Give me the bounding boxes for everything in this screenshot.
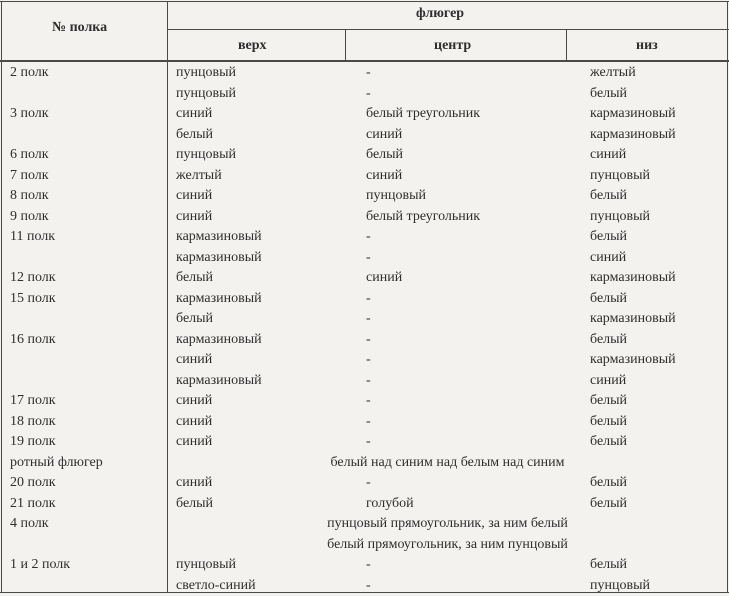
cell-center: - (366, 229, 371, 244)
cell-center: - (366, 578, 371, 593)
cell-span-description: белый над синим над белым над синим (330, 455, 565, 470)
cell-regiment: 1 и 2 полк (10, 557, 71, 572)
cell-top: белый (176, 311, 214, 326)
cell-span-description: пунцовый прямоугольник, за ним белый (327, 516, 568, 531)
cell-bottom: белый (590, 557, 628, 572)
header-top: верх (238, 38, 267, 53)
cell-top: белый (176, 496, 214, 511)
cell-top: синий (176, 414, 213, 429)
cell-regiment: 19 полк (10, 434, 56, 449)
cell-center: синий (366, 168, 403, 183)
cell-top: синий (176, 475, 213, 490)
header-subdivider (167, 29, 729, 30)
header-center: центр (434, 38, 472, 53)
cell-regiment: 8 полк (10, 188, 49, 203)
cell-center: белый (366, 147, 404, 162)
cell-top: синий (176, 434, 213, 449)
cell-regiment: 21 полк (10, 496, 56, 511)
column-divider-center (345, 29, 346, 62)
header-bottom: низ (636, 38, 658, 53)
header-regiment-number: № полка (52, 20, 108, 35)
cell-top: кармазиновый (176, 332, 262, 347)
cell-center: - (366, 414, 371, 429)
cell-regiment: 18 полк (10, 414, 56, 429)
cell-bottom: белый (590, 188, 628, 203)
cell-top: пунцовый (176, 86, 236, 101)
header-flag: флюгер (416, 6, 465, 21)
cell-regiment: 11 полк (10, 229, 56, 244)
cell-regiment: 3 полк (10, 106, 49, 121)
cell-top: пунцовый (176, 147, 236, 162)
cell-regiment: 16 полк (10, 332, 56, 347)
column-divider-regiment (167, 1, 168, 593)
cell-regiment: 7 полк (10, 168, 49, 183)
cell-center: - (366, 65, 371, 80)
cell-top: кармазиновый (176, 229, 262, 244)
cell-top: кармазиновый (176, 250, 262, 265)
cell-center: пунцовый (366, 188, 426, 203)
cell-top: желтый (176, 168, 222, 183)
cell-center: - (366, 291, 371, 306)
cell-top: синий (176, 188, 213, 203)
cell-top: синий (176, 209, 213, 224)
cell-bottom: белый (590, 86, 628, 101)
cell-bottom: белый (590, 229, 628, 244)
cell-center: - (366, 311, 371, 326)
cell-bottom: белый (590, 291, 628, 306)
cell-bottom: синий (590, 250, 627, 265)
cell-bottom: кармазиновый (590, 127, 676, 142)
cell-center: - (366, 352, 371, 367)
cell-top: синий (176, 352, 213, 367)
cell-center: - (366, 557, 371, 572)
cell-top: белый (176, 270, 214, 285)
cell-bottom: кармазиновый (590, 270, 676, 285)
cell-center: белый треугольник (366, 106, 481, 121)
table-right-border (727, 1, 728, 593)
cell-center: голубой (366, 496, 414, 511)
cell-top: пунцовый (176, 557, 236, 572)
cell-bottom: кармазиновый (590, 311, 676, 326)
cell-span-description: белый прямоугольник, за ним пунцовый (327, 537, 568, 552)
cell-center: - (366, 434, 371, 449)
cell-regiment: 6 полк (10, 147, 49, 162)
cell-bottom: кармазиновый (590, 352, 676, 367)
cell-bottom: белый (590, 414, 628, 429)
cell-top: светло-синий (176, 578, 256, 593)
cell-regiment: 20 полк (10, 475, 56, 490)
cell-top: пунцовый (176, 65, 236, 80)
cell-bottom: белый (590, 434, 628, 449)
cell-top: синий (176, 393, 213, 408)
cell-center: - (366, 393, 371, 408)
table-left-border (1, 1, 2, 593)
cell-regiment: 9 полк (10, 209, 49, 224)
cell-bottom: белый (590, 332, 628, 347)
cell-bottom: белый (590, 475, 628, 490)
cell-bottom: желтый (590, 65, 636, 80)
cell-bottom: белый (590, 393, 628, 408)
cell-center: - (366, 373, 371, 388)
cell-center: белый треугольник (366, 209, 481, 224)
cell-regiment: 15 полк (10, 291, 56, 306)
cell-top: синий (176, 106, 213, 121)
cell-center: - (366, 332, 371, 347)
cell-center: - (366, 86, 371, 101)
cell-regiment: 4 полк (10, 516, 49, 531)
cell-top: кармазиновый (176, 291, 262, 306)
table-top-border (0, 1, 729, 2)
cell-center: синий (366, 270, 403, 285)
cell-center: синий (366, 127, 403, 142)
cell-top: кармазиновый (176, 373, 262, 388)
cell-regiment: ротный флюгер (10, 455, 103, 470)
cell-regiment: 12 полк (10, 270, 56, 285)
column-divider-bottom (566, 29, 567, 62)
cell-bottom: пунцовый (590, 209, 650, 224)
header-bottom-border (0, 60, 729, 62)
cell-bottom: белый (590, 496, 628, 511)
cell-bottom: синий (590, 373, 627, 388)
cell-bottom: синий (590, 147, 627, 162)
cell-bottom: кармазиновый (590, 106, 676, 121)
cell-center: - (366, 475, 371, 490)
cell-regiment: 2 полк (10, 65, 49, 80)
cell-bottom: пунцовый (590, 168, 650, 183)
cell-regiment: 17 полк (10, 393, 56, 408)
cell-top: белый (176, 127, 214, 142)
cell-center: - (366, 250, 371, 265)
cell-bottom: пунцовый (590, 578, 650, 593)
